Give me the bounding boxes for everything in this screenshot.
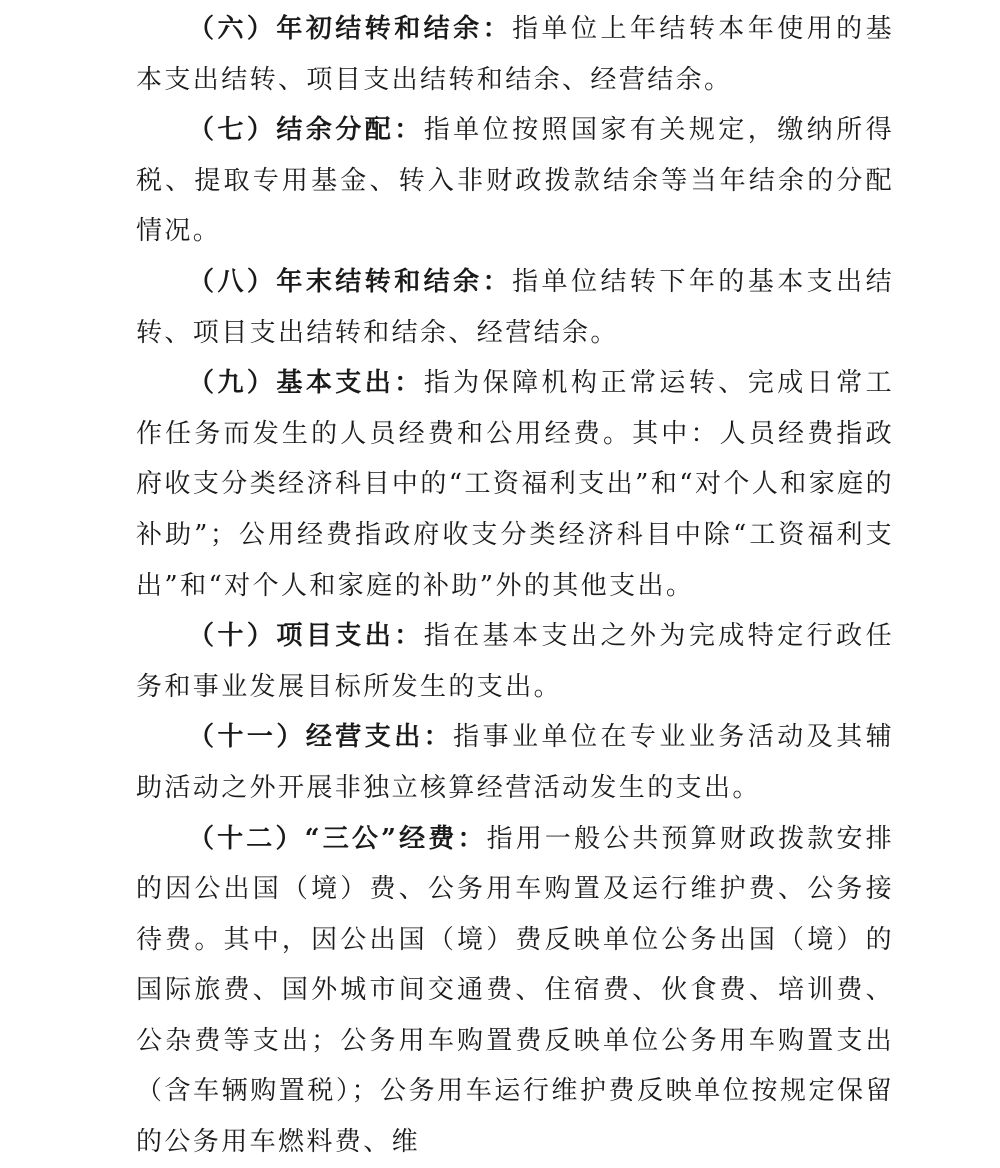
term-heading: （十一）经营支出：	[188, 722, 454, 753]
paragraph-item-11	[136, 712, 894, 813]
term-definition: 指单位按照国家有关规定，缴纳所得税、提取专用基金、转入非财政拨款结余等当年结余的分配情况。	[136, 115, 894, 247]
term-heading: （十二）“三公”经费：	[188, 823, 487, 854]
paragraph-item-12	[136, 814, 894, 1168]
paragraph-item-6	[136, 4, 894, 105]
document-body	[136, 4, 894, 1168]
paragraph-item-9	[136, 358, 894, 611]
paragraph-item-8	[136, 257, 894, 358]
term-definition: 指单位上年结转本年使用的基本支出结转、项目支出结转和结余、经营结余。	[136, 14, 895, 95]
paragraph-item-10	[136, 611, 894, 712]
term-definition: 指在基本支出之外为完成特定行政任务和事业发展目标所发生的支出。	[136, 621, 894, 702]
term-heading: （八）年末结转和结余：	[188, 266, 513, 297]
paragraph-item-7	[136, 105, 894, 257]
term-definition: 指用一般公共预算财政拨款安排的因公出国（境）费、公务用车购置及运行维护费、公务接待费。其中，因公出国（境）费反映单位公务出国（境）的国际旅费、国外城市间交通费、住宿费、伙食费、培训费、公杂费等支出；公务用车购置费反映单位公务用车购置支出（含车辆购置税）；公务用车运行维护费反映单位按规定保留的公务用车燃料费、维	[136, 823, 895, 1158]
term-definition: 指事业单位在专业业务活动及其辅助活动之外开展非独立核算经营活动发生的支出。	[136, 722, 894, 803]
term-definition: 指单位结转下年的基本支出结转、项目支出结转和结余、经营结余。	[136, 266, 895, 348]
term-heading: （十）项目支出：	[188, 621, 424, 652]
term-heading: （六）年初结转和结余：	[188, 14, 513, 44]
term-definition: 指为保障机构正常运转、完成日常工作任务而发生的人员经费和公用经费。其中：人员经费指政府收支分类经济科目中的“工资福利支出”和“对个人和家庭的补助”；公用经费指政府收支分类经济科目中除“工资福利支出”和“对个人和家庭的补助”外的其他支出。	[136, 368, 894, 601]
term-heading: （七）结余分配：	[188, 115, 424, 146]
term-heading: （九）基本支出：	[188, 368, 424, 399]
